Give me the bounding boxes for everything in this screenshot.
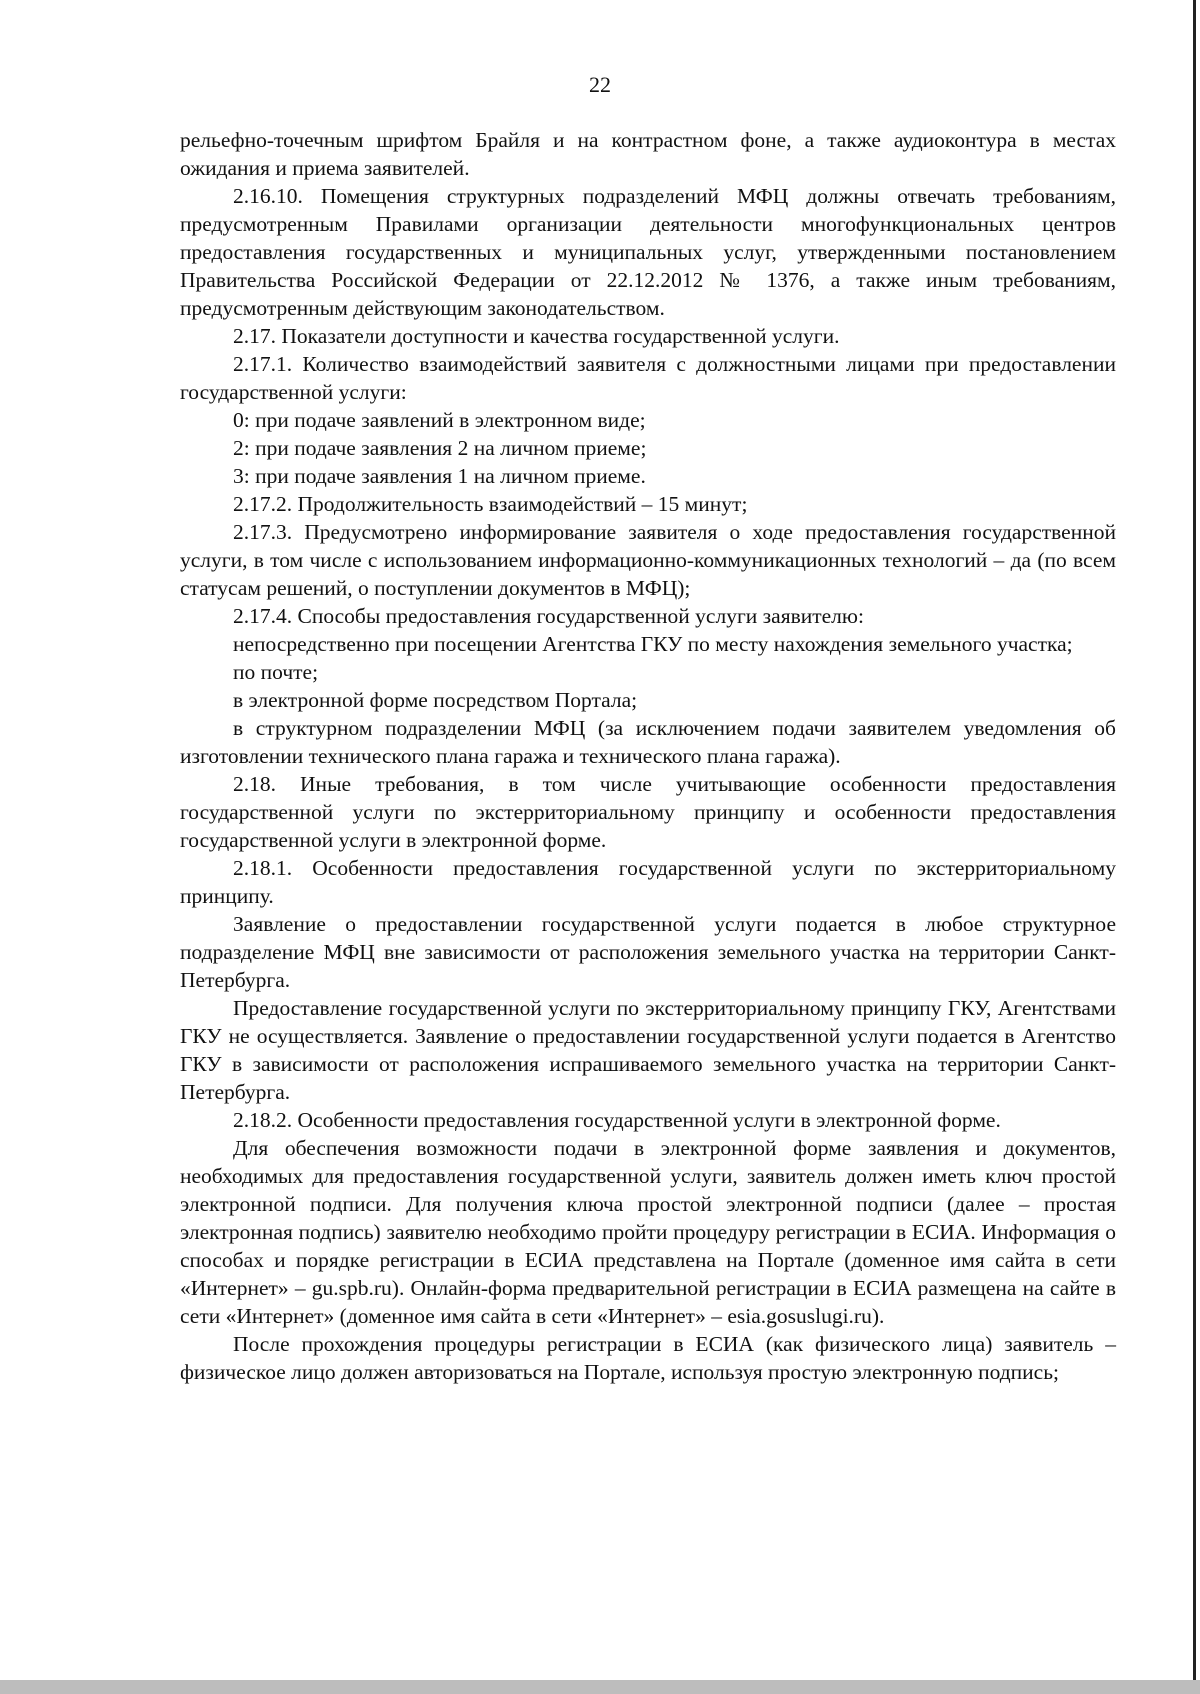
list-item-personal-1: 3: при подаче заявления 1 на личном приеме. <box>233 464 646 488</box>
list-item-agency-visit: непосредственно при посещении Агентства ГКУ по месту нахождения земельного участка; <box>233 632 1073 656</box>
list-item-portal: в электронной форме посредством Портала; <box>233 688 638 712</box>
list-item-electronic: 0: при подаче заявлений в электронном виде; <box>233 408 646 432</box>
paragraph-2-17-3: 2.17.3. Предусмотрено информирование заявителя о ходе предоставления государственной услуги, в том числе с использованием информационно-коммуникационных технологий – да (по всем статусам решений, о поступлении документов в МФЦ); <box>180 520 1116 600</box>
page-number: 22 <box>589 72 611 97</box>
paragraph-2-18-1: 2.18.1. Особенности предоставления государственной услуги по экстерриториальному принципу. <box>180 856 1116 908</box>
list-item-personal-2: 2: при подаче заявления 2 на личном приеме; <box>233 436 647 460</box>
paragraph-2-16-10: 2.16.10. Помещения структурных подразделений МФЦ должны отвечать требованиям, предусмотренным Правилами организации деятельности многофункциональных центров предоставления государственных и муниципальных услуг, утвержденными постановлением Правительства Российской Федерации от 22.12.2012 № 1376, а также иным требованиям, предусмотренным действующим законодательством. <box>180 184 1116 320</box>
paragraph-2-18: 2.18. Иные требования, в том числе учитывающие особенности предоставления государственной услуги по экстерриториальному принципу и особенности предоставления государственной услуги в электронной форме. <box>180 772 1116 852</box>
paragraph-after-registration: После прохождения процедуры регистрации в ЕСИА (как физического лица) заявитель – физическое лицо должен авторизоваться на Портале, используя простую электронную подпись; <box>180 1332 1116 1384</box>
paragraph-2-18-2: 2.18.2. Особенности предоставления государственной услуги в электронной форме. <box>233 1108 1001 1132</box>
paragraph-2-16-9-continuation: рельефно-точечным шрифтом Брайля и на контрастном фоне, а также аудиоконтура в местах ожидания и приема заявителей. <box>180 128 1116 180</box>
paragraph-2-17-4: 2.17.4. Способы предоставления государственной услуги заявителю: <box>233 604 864 628</box>
scan-edge-right <box>1193 0 1196 1694</box>
paragraph-extraterritorial: Предоставление государственной услуги по экстерриториальному принципу ГКУ, Агентствами ГКУ не осуществляется. Заявление о предоставлении государственной услуги подается в Агентство ГКУ в зависимости от расположения испрашиваемого земельного участка на территории Санкт-Петербурга. <box>180 996 1116 1104</box>
list-item-post: по почте; <box>233 660 319 684</box>
list-item-mfc: в структурном подразделении МФЦ (за исключением подачи заявителем уведомления об изготовлении технического плана гаража и технического плана гаража). <box>180 716 1116 768</box>
paragraph-2-17-2: 2.17.2. Продолжительность взаимодействий – 15 минут; <box>233 492 748 516</box>
paragraph-application-mfc: Заявление о предоставлении государственной услуги подается в любое структурное подразделение МФЦ вне зависимости от расположения земельного участка на территории Санкт-Петербурга. <box>180 912 1116 992</box>
paragraph-2-17-1: 2.17.1. Количество взаимодействий заявителя с должностными лицами при предоставлении государственной услуги: <box>180 352 1116 404</box>
paragraph-esia-registration: Для обеспечения возможности подачи в электронной форме заявления и документов, необходимых для предоставления государственной услуги, заявитель должен иметь ключ простой электронной подписи. Для получения ключа простой электронной подписи (далее – простая электронная подпись) заявителю необходимо пройти процедуру регистрации в ЕСИА. Информация о способах и порядке регистрации в ЕСИА представлена на Портале (доменное имя сайта в сети «Интернет» – gu.spb.ru). Онлайн-форма предварительной регистрации в ЕСИА размещена на сайте в сети «Интернет» (доменное имя сайта в сети «Интернет» – esia.gosuslugi.ru). <box>180 1136 1116 1328</box>
paragraph-2-17: 2.17. Показатели доступности и качества государственной услуги. <box>233 324 840 348</box>
document-body <box>180 126 1116 1386</box>
scan-edge-bottom <box>0 1680 1200 1694</box>
